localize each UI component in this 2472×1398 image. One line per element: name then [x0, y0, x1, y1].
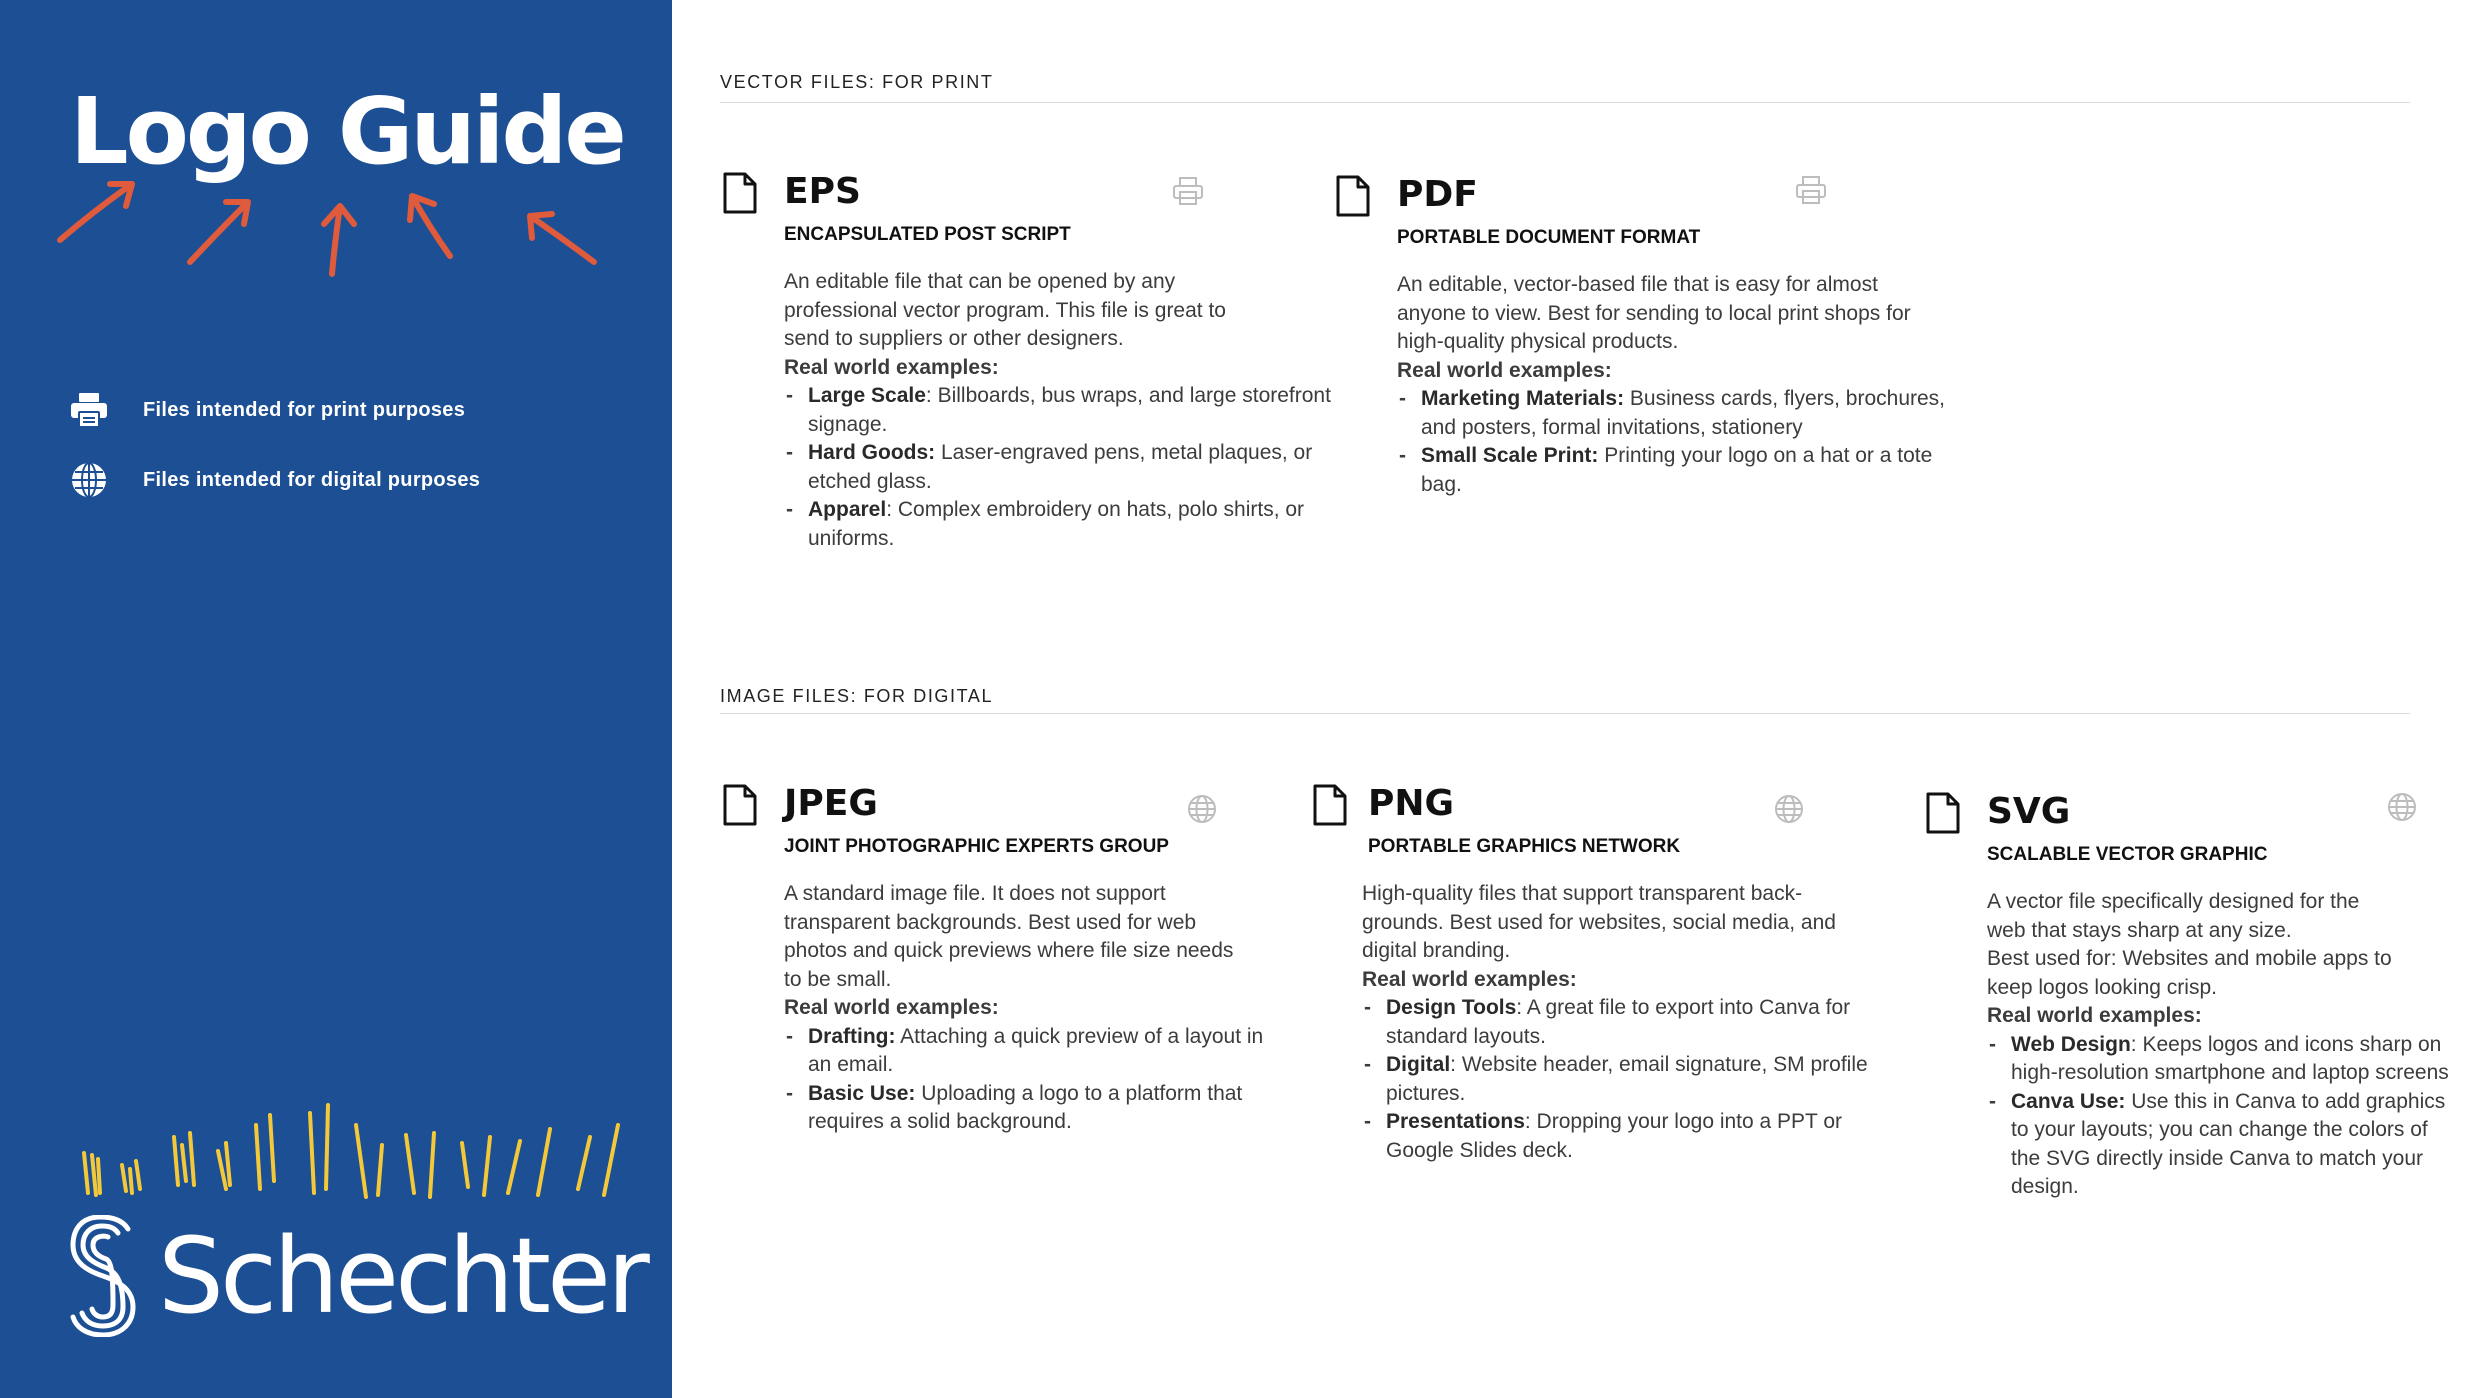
list-item: - Design Tools: A great file to export into Canva for standard layouts. [1364, 996, 1851, 1048]
list-item: - Apparel: Complex embroidery on hats, polo shirts, or uniforms. [786, 498, 1305, 550]
printer-icon[interactable] [1172, 176, 1204, 206]
printer-icon[interactable] [1795, 175, 1827, 205]
sidebar [0, 0, 672, 1398]
arrow-3 [324, 206, 354, 274]
file-format-name: PNG [1368, 783, 1455, 824]
file-card-pdf [1335, 175, 1975, 499]
list-item: - Marketing Materials: Business cards, flyers, brochures, and posters, formal invitations, stationery [1399, 387, 1946, 439]
list-item: - Digital: Website header, email signature, SM profile pictures. [1364, 1053, 1868, 1105]
file-format-name: EPS [784, 171, 861, 212]
file-card-body [1397, 174, 1975, 499]
file-format-name: SVG [1987, 791, 2071, 832]
examples-label: Real world examples: [784, 996, 999, 1019]
file-format-subtitle: PORTABLE DOCUMENT FORMAT [1397, 227, 1701, 248]
file-format-subtitle: JOINT PHOTOGRAPHIC EXPERTS GROUP [784, 836, 1169, 857]
section-label-image: IMAGE FILES: FOR DIGITAL [720, 686, 994, 706]
brand-name: Schechter [158, 1215, 646, 1337]
legend-digital [70, 460, 480, 500]
arrow-4 [410, 196, 450, 256]
globe-icon[interactable] [1774, 794, 1804, 824]
list-item: - Large Scale: Billboards, bus wraps, and large storefront signage. [786, 384, 1331, 436]
printer-icon [70, 391, 108, 429]
legend-digital-label: Files intended for digital purposes [143, 468, 481, 491]
document-icon [722, 784, 758, 826]
list-item: - Basic Use: Uploading a logo to a platform that requires a solid background. [786, 1081, 1243, 1133]
section-divider [720, 713, 2410, 714]
file-format-name: JPEG [784, 783, 878, 824]
file-card-body [1362, 783, 1922, 1165]
document-icon [722, 172, 758, 214]
examples-label: Real world examples: [784, 355, 999, 379]
globe-icon [70, 461, 108, 499]
file-format-subtitle: ENCAPSULATED POST SCRIPT [784, 224, 1071, 245]
document-icon [1335, 175, 1371, 217]
file-format-subtitle: PORTABLE GRAPHICS NETWORK [1368, 836, 1681, 857]
file-card-body [1987, 791, 2455, 1202]
file-card-png [1312, 784, 1922, 1165]
list-item: - Canva Use: Use this in Canva to add graphics to your layouts; you can change the colors of the SVG directly inside Canva to match your design. [1989, 1089, 2446, 1198]
globe-icon[interactable] [1187, 794, 1217, 824]
file-card-body [784, 783, 1302, 1137]
list-item: - Drafting: Attaching a quick preview of a layout in an email. [786, 1024, 1264, 1076]
list-item: - Hard Goods: Laser-engraved pens, metal plaques, or etched glass. [786, 441, 1313, 493]
section-label-vector: VECTOR FILES: FOR PRINT [720, 72, 994, 92]
section-divider [720, 102, 2410, 103]
file-format-name: PDF [1397, 174, 1478, 215]
examples-list [784, 382, 1362, 553]
file-format-description: An editable file that can be opened by any professional vector program. This file is great to send to suppliers or other designers. [784, 270, 1226, 350]
page-title: Logo Guide [70, 78, 624, 185]
globe-icon[interactable] [2387, 792, 2417, 822]
file-card-eps [722, 172, 1362, 553]
document-icon [1925, 792, 1961, 834]
brand-logo [70, 1215, 646, 1337]
file-card-jpeg [722, 784, 1302, 1137]
list-item: - Web Design: Keeps logos and icons sharp on high-resolution smartphone and laptop screens [1989, 1032, 2449, 1084]
examples-label: Real world examples: [1987, 1004, 2202, 1027]
file-format-description: An editable, vector-based file that is easy for almost anyone to view. Best for sending to local print shops for high-quality physical products. [1397, 273, 1911, 353]
examples-label: Real world examples: [1397, 358, 1612, 382]
file-card-svg [1925, 792, 2455, 1202]
file-format-description: High-quality files that support transparent back- grounds. Best used for websites, social media, and digital branding. [1362, 882, 1836, 962]
list-item: - Presentations: Dropping your logo into a PPT or Google Slides deck. [1364, 1110, 1843, 1162]
file-card-body [784, 171, 1362, 553]
legend-print [70, 390, 480, 430]
examples-label: Real world examples: [1362, 967, 1577, 991]
list-item: - Small Scale Print: Printing your logo on a hat or a tote bag. [1399, 444, 1933, 496]
file-format-description: A standard image file. It does not support transparent backgrounds. Best used for web photos and quick previews where file size needs to be small. [784, 882, 1234, 991]
examples-list [1362, 994, 1902, 1165]
file-format-subtitle: SCALABLE VECTOR GRAPHIC [1987, 844, 2268, 865]
decorative-arrows [40, 170, 620, 290]
arrow-1 [60, 184, 132, 240]
document-icon [1312, 784, 1348, 826]
legend-print-label: Files intended for print purposes [143, 398, 466, 421]
arrow-5 [530, 214, 594, 262]
decorative-scribbles [70, 1085, 630, 1205]
legend [70, 390, 480, 530]
brand-mark-icon [70, 1215, 136, 1337]
examples-list [784, 1023, 1284, 1137]
examples-list [1987, 1031, 2453, 1202]
examples-list [1397, 385, 1957, 499]
file-format-description: A vector file specifically designed for the web that stays sharp at any size. Best used for: Websites and mobile apps to keep logos looking crisp. [1987, 890, 2392, 999]
arrow-2 [190, 202, 248, 262]
